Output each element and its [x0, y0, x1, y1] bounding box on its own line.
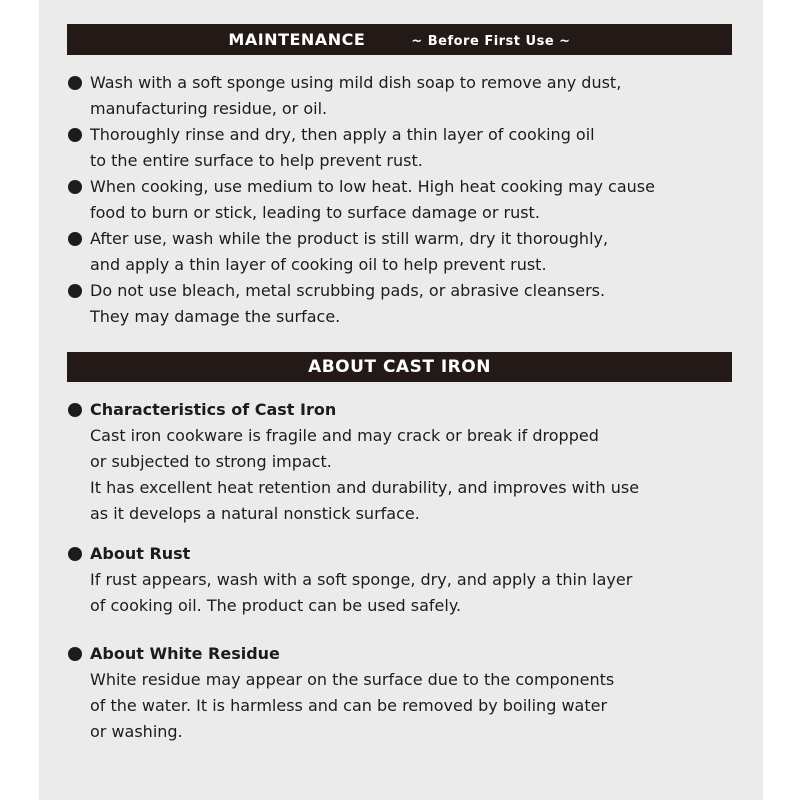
list-item: [68, 278, 738, 330]
bullet-line: and apply a thin layer of cooking oil to help prevent rust.: [90, 255, 547, 274]
bullet-dot-icon: [68, 403, 82, 417]
topic-line: as it develops a natural nonstick surface.: [90, 504, 420, 523]
topic-heading-text: Characteristics of Cast Iron: [90, 400, 337, 419]
bullet-line: Wash with a soft sponge using mild dish soap to remove any dust,: [90, 73, 622, 92]
bullet-dot-icon: [68, 547, 82, 561]
about-banner: [67, 352, 732, 382]
topic-line: It has excellent heat retention and durability, and improves with use: [90, 478, 640, 497]
topic-line: White residue may appear on the surface due to the components: [90, 670, 615, 689]
bullet-line: When cooking, use medium to low heat. High heat cooking may cause: [90, 177, 655, 196]
bullet-dot-icon: [68, 180, 82, 194]
topic-heading-text: About Rust: [90, 544, 191, 563]
topic-rust: [68, 541, 738, 619]
bullet-line: manufacturing residue, or oil.: [90, 99, 328, 118]
topic-heading: [68, 397, 738, 423]
topic-line: of cooking oil. The product can be used safely.: [90, 596, 462, 615]
topic-white-residue: [68, 641, 738, 745]
maintenance-list: [68, 70, 738, 330]
bullet-dot-icon: [68, 647, 82, 661]
topic-heading: [68, 541, 738, 567]
topic-body: [68, 667, 738, 745]
bullet-dot-icon: [68, 284, 82, 298]
topic-characteristics: [68, 397, 738, 527]
about-title: ABOUT CAST IRON: [308, 357, 491, 377]
bullet-line: food to burn or stick, leading to surface damage or rust.: [90, 203, 540, 222]
topic-line: or subjected to strong impact.: [90, 452, 332, 471]
list-item: [68, 174, 738, 226]
list-item: [68, 122, 738, 174]
topic-line: If rust appears, wash with a soft sponge, dry, and apply a thin layer: [90, 570, 633, 589]
topic-line: of the water. It is harmless and can be removed by boiling water: [90, 696, 608, 715]
list-item: [68, 226, 738, 278]
maintenance-banner: [67, 24, 732, 55]
list-item: [68, 70, 738, 122]
topic-body: [68, 567, 738, 619]
bullet-dot-icon: [68, 76, 82, 90]
bullet-dot-icon: [68, 232, 82, 246]
topic-heading-text: About White Residue: [90, 644, 280, 663]
topic-body: [68, 423, 738, 527]
bullet-dot-icon: [68, 128, 82, 142]
bullet-line: After use, wash while the product is still warm, dry it thoroughly,: [90, 229, 609, 248]
topic-heading: [68, 641, 738, 667]
bullet-line: They may damage the surface.: [90, 307, 341, 326]
maintenance-subtitle: ~ Before First Use ~: [411, 34, 571, 49]
bullet-line: to the entire surface to help prevent rust.: [90, 151, 423, 170]
topic-line: or washing.: [90, 722, 183, 741]
topic-line: Cast iron cookware is fragile and may crack or break if dropped: [90, 426, 599, 445]
bullet-line: Thoroughly rinse and dry, then apply a thin layer of cooking oil: [90, 125, 595, 144]
maintenance-title: MAINTENANCE: [228, 30, 366, 49]
bullet-line: Do not use bleach, metal scrubbing pads, or abrasive cleansers.: [90, 281, 606, 300]
